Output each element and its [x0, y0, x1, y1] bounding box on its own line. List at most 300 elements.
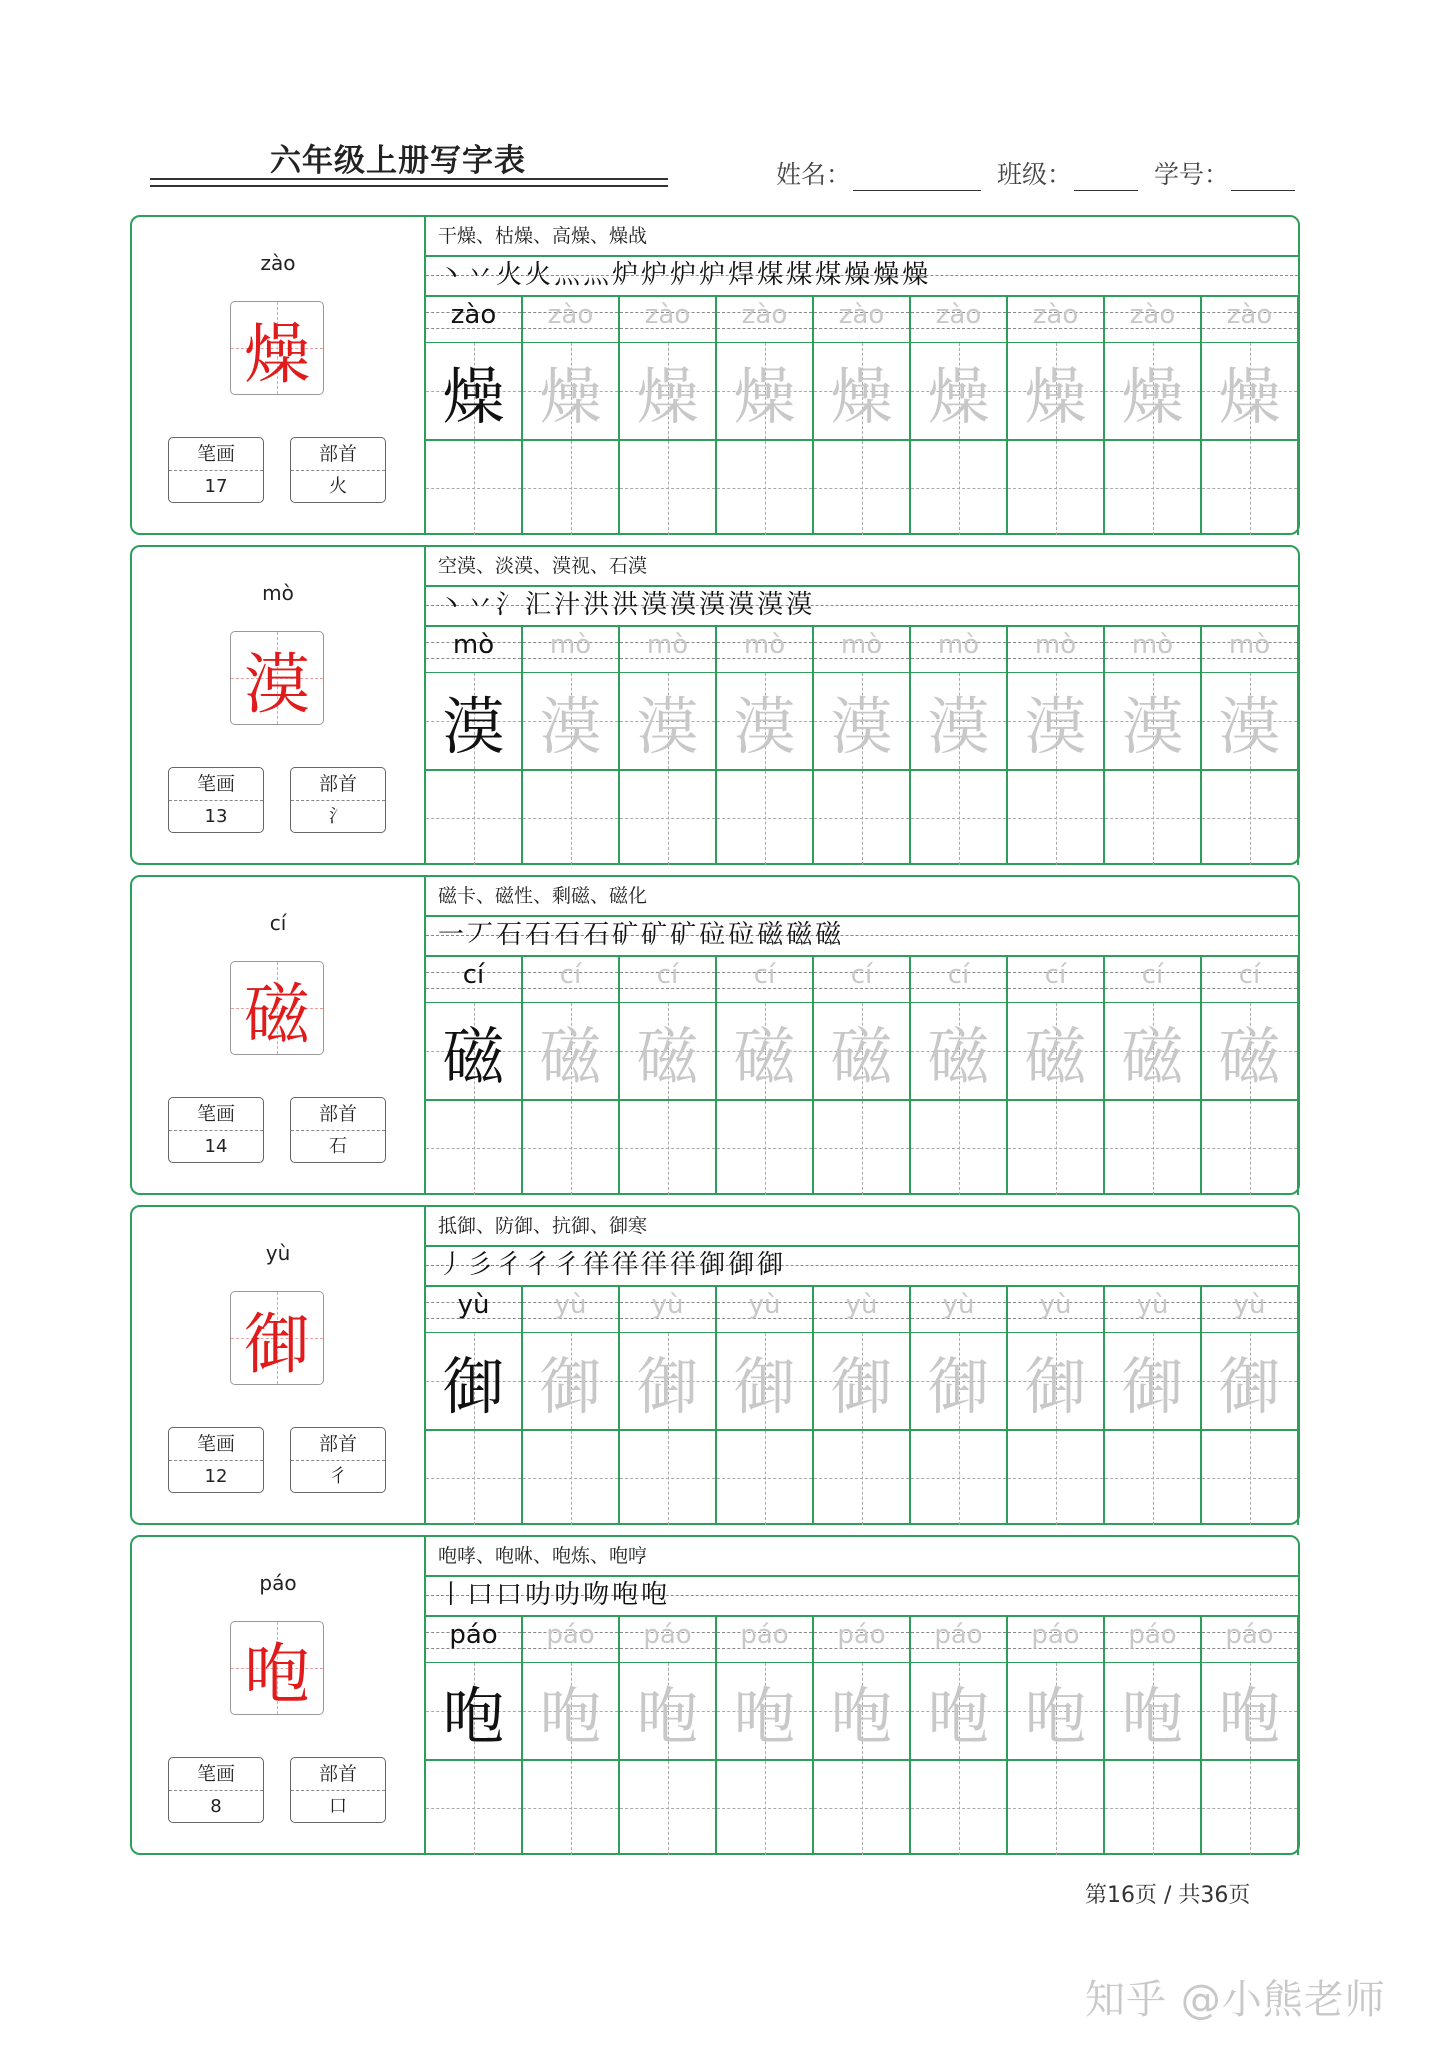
stroke-step: 一: [438, 920, 468, 950]
blank-char-cell[interactable]: [620, 1431, 717, 1525]
blank-char-cell[interactable]: [523, 1101, 620, 1195]
pinyin-cell[interactable]: [717, 297, 814, 343]
pinyin-cell[interactable]: [1008, 1287, 1105, 1333]
blank-char-cell[interactable]: [717, 1431, 814, 1525]
char-practice: 御: [442, 1349, 505, 1423]
stroke-step: 磁: [786, 920, 816, 950]
strokes-label: 笔画: [169, 768, 263, 801]
vocab-words: 磁卡、磁性、剩磁、磁化: [426, 877, 1298, 917]
char-cell[interactable]: [1105, 1003, 1202, 1101]
blank-char-cell[interactable]: [523, 771, 620, 865]
radical-value: 石: [329, 1136, 347, 1157]
radical-label: 部首: [291, 1758, 385, 1791]
stroke-step: 漠: [786, 590, 816, 620]
char-cell[interactable]: [814, 1003, 911, 1101]
char-cell[interactable]: [1105, 673, 1202, 771]
pinyin-cell[interactable]: [426, 1617, 523, 1663]
char-cell[interactable]: [814, 343, 911, 441]
pinyin-cell[interactable]: [911, 957, 1008, 1003]
stroke-step: 石: [525, 920, 555, 950]
blank-char-cell[interactable]: [1202, 1431, 1299, 1525]
char-practice: 咆: [1024, 1679, 1087, 1753]
pinyin-cell[interactable]: [717, 627, 814, 673]
char-cell[interactable]: [620, 673, 717, 771]
pinyin-practice: páo: [837, 1620, 886, 1650]
char-cell[interactable]: [814, 673, 911, 771]
blank-char-cell[interactable]: [1202, 1101, 1299, 1195]
blank-char-cell[interactable]: [1008, 771, 1105, 865]
blank-char-cell[interactable]: [1008, 1761, 1105, 1855]
pinyin-cell[interactable]: [1105, 957, 1202, 1003]
pinyin-practice: zào: [838, 300, 885, 330]
char-practice: 咆: [1218, 1679, 1281, 1753]
char-practice: 漠: [830, 689, 893, 763]
name-blank[interactable]: [853, 166, 981, 191]
pinyin-practice: zào: [1032, 300, 1079, 330]
radical-value: 氵: [329, 806, 347, 827]
blank-char-cell[interactable]: [620, 1761, 717, 1855]
blank-char-cell[interactable]: [814, 771, 911, 865]
stroke-step: 石: [583, 920, 613, 950]
strokes-count: 13: [204, 806, 228, 827]
stroke-step: 徉: [641, 1250, 671, 1280]
char-practice: 御: [636, 1349, 699, 1423]
pinyin-cell[interactable]: [1008, 297, 1105, 343]
pinyin-practice: zào: [547, 300, 594, 330]
blank-char-cell[interactable]: [1105, 1761, 1202, 1855]
char-cell[interactable]: [911, 1663, 1008, 1761]
big-char: 御: [244, 1305, 310, 1383]
pinyin-cell[interactable]: [1105, 297, 1202, 343]
char-cell[interactable]: [911, 343, 1008, 441]
char-practice: 咆: [539, 1679, 602, 1753]
char-cell[interactable]: [1008, 1663, 1105, 1761]
stroke-step: 彳: [525, 1250, 555, 1280]
char-card: [130, 875, 1300, 1195]
char-cell[interactable]: [717, 343, 814, 441]
pinyin-cell[interactable]: [717, 957, 814, 1003]
pinyin-cell[interactable]: [426, 957, 523, 1003]
big-char-box: [230, 1291, 324, 1385]
blank-char-cell[interactable]: [1105, 1101, 1202, 1195]
char-practice: 漠: [636, 689, 699, 763]
stroke-step: 洪: [583, 590, 613, 620]
blank-char-cell[interactable]: [620, 771, 717, 865]
char-cell[interactable]: [814, 1333, 911, 1431]
big-char-box: [230, 301, 324, 395]
practice-area: [426, 1207, 1298, 1523]
blank-char-cell[interactable]: [426, 441, 523, 535]
practice-grid: [426, 297, 1298, 533]
pinyin-practice: páo: [934, 1620, 983, 1650]
stroke-step: 丷: [467, 260, 497, 290]
stroke-order-row: [426, 1245, 1298, 1287]
pinyin-practice: cí: [850, 960, 873, 990]
pinyin-practice: páo: [1128, 1620, 1177, 1650]
char-practice: 磁: [733, 1019, 796, 1093]
blank-char-cell[interactable]: [911, 1431, 1008, 1525]
blank-char-cell[interactable]: [1105, 441, 1202, 535]
page-title: 六年级上册写字表: [270, 143, 526, 179]
char-practice: 咆: [733, 1679, 796, 1753]
pinyin-cell[interactable]: [1105, 627, 1202, 673]
pinyin-practice: mò: [937, 630, 980, 660]
stroke-step: 彡: [467, 1250, 497, 1280]
id-field[interactable]: [1154, 155, 1295, 191]
char-cell[interactable]: [1202, 1333, 1299, 1431]
pinyin-cell[interactable]: [1202, 957, 1299, 1003]
stroke-step: 徉: [612, 1250, 642, 1280]
stroke-step: 叻: [525, 1580, 555, 1610]
char-practice: 燥: [830, 359, 893, 433]
char-cell[interactable]: [911, 1333, 1008, 1431]
strokes-box: [168, 767, 264, 833]
pinyin-cell[interactable]: [1105, 1287, 1202, 1333]
char-cell[interactable]: [426, 1003, 523, 1101]
pinyin-cell[interactable]: [620, 627, 717, 673]
blank-char-cell[interactable]: [426, 771, 523, 865]
stroke-step: 吻: [583, 1580, 613, 1610]
char-cell[interactable]: [426, 1333, 523, 1431]
stroke-step: 口: [467, 1580, 497, 1610]
pinyin-cell[interactable]: [1202, 297, 1299, 343]
stroke-step: 口: [496, 1580, 526, 1610]
blank-char-cell[interactable]: [814, 1761, 911, 1855]
blank-char-cell[interactable]: [523, 441, 620, 535]
char-cell[interactable]: [1008, 673, 1105, 771]
pinyin-practice: yù: [554, 1290, 587, 1320]
char-cell[interactable]: [620, 1003, 717, 1101]
char-cell[interactable]: [523, 673, 620, 771]
pinyin-practice: mò: [646, 630, 689, 660]
pinyin-practice: páo: [643, 1620, 692, 1650]
pinyin-cell[interactable]: [1202, 627, 1299, 673]
char-cell[interactable]: [1105, 1333, 1202, 1431]
blank-char-cell[interactable]: [814, 1431, 911, 1525]
stroke-step: 氵: [496, 590, 526, 620]
char-cell[interactable]: [717, 673, 814, 771]
pinyin-cell[interactable]: [911, 1617, 1008, 1663]
char-cell[interactable]: [1008, 1333, 1105, 1431]
pinyin-cell[interactable]: [620, 1617, 717, 1663]
radical-value: 口: [329, 1796, 347, 1817]
pinyin-cell[interactable]: [717, 1287, 814, 1333]
practice-area: [426, 547, 1298, 863]
char-practice: 御: [1024, 1349, 1087, 1423]
char-cell[interactable]: [814, 1663, 911, 1761]
pinyin-cell[interactable]: [620, 297, 717, 343]
pinyin-practice: páo: [1031, 1620, 1080, 1650]
blank-char-cell[interactable]: [1202, 771, 1299, 865]
pinyin-cell[interactable]: [523, 1617, 620, 1663]
char-practice: 咆: [636, 1679, 699, 1753]
char-cell[interactable]: [717, 1003, 814, 1101]
blank-char-cell[interactable]: [1008, 441, 1105, 535]
pinyin-cell[interactable]: [911, 297, 1008, 343]
char-practice: 燥: [1024, 359, 1087, 433]
char-cell[interactable]: [523, 1333, 620, 1431]
blank-char-cell[interactable]: [1008, 1101, 1105, 1195]
pinyin-cell[interactable]: [426, 627, 523, 673]
pinyin-cell[interactable]: [814, 957, 911, 1003]
pinyin-practice: cí: [1044, 960, 1067, 990]
char-cell[interactable]: [1202, 343, 1299, 441]
blank-char-cell[interactable]: [523, 1761, 620, 1855]
char-cell[interactable]: [426, 1663, 523, 1761]
radical-value: 彳: [329, 1466, 347, 1487]
blank-char-cell[interactable]: [911, 1761, 1008, 1855]
char-cell[interactable]: [426, 673, 523, 771]
stroke-step: 煤: [786, 260, 816, 290]
pinyin-cell[interactable]: [523, 297, 620, 343]
class-field[interactable]: [997, 155, 1138, 191]
stroke-step: 漠: [757, 590, 787, 620]
strokes-label: 笔画: [169, 1428, 263, 1461]
pinyin-practice: cí: [1238, 960, 1261, 990]
blank-char-cell[interactable]: [523, 1431, 620, 1525]
stroke-step: 焊: [728, 260, 758, 290]
pinyin-practice: yù: [845, 1290, 878, 1320]
blank-char-cell[interactable]: [1008, 1431, 1105, 1525]
char-card: [130, 215, 1300, 535]
big-pinyin: páo: [259, 1571, 297, 1595]
pinyin-cell[interactable]: [814, 297, 911, 343]
stroke-step: 丶: [438, 260, 468, 290]
pinyin-cell[interactable]: [814, 1617, 911, 1663]
char-cell[interactable]: [523, 1663, 620, 1761]
blank-char-cell[interactable]: [814, 441, 911, 535]
blank-char-cell[interactable]: [1202, 1761, 1299, 1855]
pinyin-practice: páo: [546, 1620, 595, 1650]
pinyin-practice: yù: [1136, 1290, 1169, 1320]
pinyin-cell[interactable]: [523, 1287, 620, 1333]
char-cell[interactable]: [426, 343, 523, 441]
stroke-order-row: [426, 915, 1298, 957]
stroke-step: 矿: [670, 920, 700, 950]
pinyin-cell[interactable]: [814, 1287, 911, 1333]
strokes-box: [168, 437, 264, 503]
char-cell[interactable]: [911, 1003, 1008, 1101]
char-cell[interactable]: [1105, 343, 1202, 441]
char-cell[interactable]: [620, 1333, 717, 1431]
big-char-box: [230, 961, 324, 1055]
stroke-step: 丨: [438, 1580, 468, 1610]
pinyin-practice: zào: [1226, 300, 1273, 330]
blank-char-cell[interactable]: [426, 1431, 523, 1525]
char-practice: 燥: [1218, 359, 1281, 433]
pinyin-cell[interactable]: [1202, 1287, 1299, 1333]
pinyin-practice: cí: [462, 960, 485, 990]
char-cell[interactable]: [620, 1663, 717, 1761]
pinyin-practice: mò: [1034, 630, 1077, 660]
big-pinyin: yù: [265, 1241, 291, 1265]
pinyin-practice: yù: [457, 1290, 490, 1320]
stroke-step: 砬: [728, 920, 758, 950]
radical-label: 部首: [291, 768, 385, 801]
strokes-label: 笔画: [169, 1098, 263, 1131]
char-practice: 磁: [1218, 1019, 1281, 1093]
stroke-step: 火: [496, 260, 526, 290]
blank-char-cell[interactable]: [911, 1101, 1008, 1195]
char-cell[interactable]: [1202, 1663, 1299, 1761]
blank-char-cell[interactable]: [620, 441, 717, 535]
pinyin-practice: cí: [559, 960, 582, 990]
pinyin-cell[interactable]: [911, 627, 1008, 673]
char-practice: 漠: [733, 689, 796, 763]
stroke-step: 丶: [438, 590, 468, 620]
strokes-box: [168, 1097, 264, 1163]
practice-grid: [426, 1287, 1298, 1523]
char-cell[interactable]: [1105, 1663, 1202, 1761]
id-blank[interactable]: [1231, 166, 1295, 191]
char-info-panel: [132, 217, 426, 533]
pinyin-cell[interactable]: [523, 627, 620, 673]
stroke-step: 燥: [844, 260, 874, 290]
pinyin-practice: cí: [656, 960, 679, 990]
blank-char-cell[interactable]: [1105, 1431, 1202, 1525]
pinyin-practice: páo: [449, 1620, 498, 1650]
stroke-step: 漠: [699, 590, 729, 620]
stroke-step: 彳: [554, 1250, 584, 1280]
pinyin-cell[interactable]: [1008, 957, 1105, 1003]
char-practice: 御: [1121, 1349, 1184, 1423]
stroke-step: 漠: [670, 590, 700, 620]
char-cell[interactable]: [717, 1333, 814, 1431]
pinyin-cell[interactable]: [620, 1287, 717, 1333]
strokes-box: [168, 1757, 264, 1823]
blank-char-cell[interactable]: [426, 1101, 523, 1195]
stroke-step: 御: [699, 1250, 729, 1280]
pinyin-cell[interactable]: [426, 1287, 523, 1333]
class-label: 班级：: [997, 160, 1073, 189]
char-card: [130, 545, 1300, 865]
blank-char-cell[interactable]: [426, 1761, 523, 1855]
title-underline-2: [150, 185, 668, 187]
char-practice: 燥: [927, 359, 990, 433]
char-cell[interactable]: [1008, 343, 1105, 441]
stroke-step: 燥: [873, 260, 903, 290]
blank-char-cell[interactable]: [814, 1101, 911, 1195]
char-cell[interactable]: [523, 1003, 620, 1101]
stroke-step: 炉: [670, 260, 700, 290]
char-cell[interactable]: [1008, 1003, 1105, 1101]
blank-char-cell[interactable]: [620, 1101, 717, 1195]
big-char: 漠: [244, 645, 310, 723]
stroke-step: 砬: [699, 920, 729, 950]
page-number: 第16页 / 共36页: [1085, 1883, 1251, 1908]
class-blank[interactable]: [1074, 166, 1138, 191]
char-practice: 燥: [1121, 359, 1184, 433]
char-cell[interactable]: [1202, 673, 1299, 771]
pinyin-practice: mò: [452, 630, 495, 660]
char-practice: 磁: [539, 1019, 602, 1093]
radical-box: [290, 437, 386, 503]
stroke-step: 洪: [612, 590, 642, 620]
pinyin-practice: yù: [942, 1290, 975, 1320]
char-info-panel: [132, 547, 426, 863]
radical-label: 部首: [291, 1428, 385, 1461]
char-cell[interactable]: [1202, 1003, 1299, 1101]
char-practice: 燥: [442, 359, 505, 433]
blank-char-cell[interactable]: [717, 771, 814, 865]
watermark: 知乎 @小熊老师: [1085, 1977, 1386, 2023]
blank-char-cell[interactable]: [911, 771, 1008, 865]
char-practice: 磁: [1121, 1019, 1184, 1093]
pinyin-practice: zào: [935, 300, 982, 330]
pinyin-practice: mò: [1131, 630, 1174, 660]
pinyin-cell[interactable]: [814, 627, 911, 673]
char-practice: 磁: [830, 1019, 893, 1093]
blank-char-cell[interactable]: [717, 1761, 814, 1855]
char-cell[interactable]: [911, 673, 1008, 771]
practice-grid: [426, 957, 1298, 1193]
stroke-order: [438, 1245, 786, 1285]
char-cell[interactable]: [620, 343, 717, 441]
stroke-step: 丆: [467, 920, 497, 950]
stroke-step: 漠: [728, 590, 758, 620]
stroke-step: 徉: [583, 1250, 613, 1280]
pinyin-cell[interactable]: [1008, 1617, 1105, 1663]
big-pinyin: mò: [262, 581, 294, 605]
stroke-step: 磁: [815, 920, 845, 950]
stroke-order: [438, 1575, 670, 1615]
name-field[interactable]: [776, 155, 981, 191]
char-practice: 御: [539, 1349, 602, 1423]
pinyin-cell[interactable]: [1008, 627, 1105, 673]
pinyin-cell[interactable]: [1105, 1617, 1202, 1663]
char-cell[interactable]: [523, 343, 620, 441]
pinyin-cell[interactable]: [1202, 1617, 1299, 1663]
blank-char-cell[interactable]: [717, 1101, 814, 1195]
stroke-step: 汁: [554, 590, 584, 620]
char-info-panel: [132, 1207, 426, 1523]
pinyin-practice: mò: [743, 630, 786, 660]
practice-area: [426, 1537, 1298, 1853]
stroke-step: 彳: [496, 1250, 526, 1280]
stroke-step: 炉: [641, 260, 671, 290]
pinyin-practice: zào: [741, 300, 788, 330]
stroke-order: [438, 915, 844, 955]
strokes-count: 17: [204, 476, 228, 497]
char-practice: 燥: [733, 359, 796, 433]
stroke-step: 石: [496, 920, 526, 950]
blank-char-cell[interactable]: [1105, 771, 1202, 865]
blank-char-cell[interactable]: [1202, 441, 1299, 535]
pinyin-cell[interactable]: [523, 957, 620, 1003]
stroke-step: 灬: [554, 260, 584, 290]
pinyin-practice: mò: [840, 630, 883, 660]
pinyin-cell[interactable]: [426, 297, 523, 343]
big-char: 燥: [244, 315, 310, 393]
title-underline: [150, 178, 668, 180]
char-practice: 磁: [927, 1019, 990, 1093]
pinyin-cell[interactable]: [620, 957, 717, 1003]
blank-char-cell[interactable]: [717, 441, 814, 535]
pinyin-cell[interactable]: [911, 1287, 1008, 1333]
stroke-step: 煤: [757, 260, 787, 290]
pinyin-practice: cí: [947, 960, 970, 990]
char-practice: 御: [1218, 1349, 1281, 1423]
char-practice: 御: [733, 1349, 796, 1423]
char-info-panel: [132, 1537, 426, 1853]
stroke-order: [438, 585, 815, 625]
radical-box: [290, 1427, 386, 1493]
blank-char-cell[interactable]: [911, 441, 1008, 535]
stroke-step: 叻: [554, 1580, 584, 1610]
pinyin-cell[interactable]: [717, 1617, 814, 1663]
vocab-words: 咆哮、咆咻、咆炼、咆哼: [426, 1537, 1298, 1577]
char-cell[interactable]: [717, 1663, 814, 1761]
